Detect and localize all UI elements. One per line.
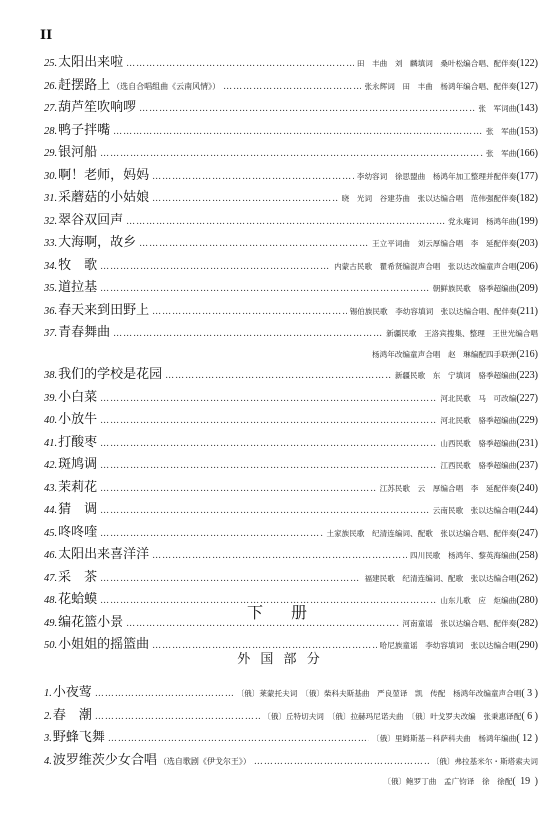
entry-title: 猜 调 — [58, 502, 98, 517]
entry-page: (240) — [516, 482, 538, 494]
entry-number: 39. — [44, 392, 58, 404]
leader-dots — [100, 433, 437, 456]
entry-number: 37. — [44, 328, 58, 339]
entry-credit: 新疆民歌 王洛宾搜集、整理 王世光编合唱 — [386, 329, 538, 338]
entry-page: (209) — [516, 283, 538, 294]
toc-entry[interactable] — [44, 364, 538, 387]
leader-dots — [95, 683, 234, 706]
entry-title: 采 茶 — [58, 569, 98, 585]
entry-title: 牧 歌 — [58, 257, 98, 273]
entry-page: (206) — [516, 260, 538, 272]
entry-page: (282) — [516, 617, 538, 629]
entry-number: 41. — [44, 437, 58, 449]
toc-entry[interactable] — [44, 277, 538, 300]
entry-number: 35. — [44, 283, 58, 294]
leader-dots — [126, 211, 445, 234]
toc-entry[interactable] — [44, 477, 538, 500]
entry-page: (280) — [516, 595, 538, 606]
leader-dots — [100, 523, 323, 546]
toc-entry[interactable] — [44, 75, 538, 98]
leader-dots — [126, 53, 354, 76]
entry-title: 春天来到田野上 — [58, 302, 150, 318]
leader-dots — [108, 728, 369, 751]
entry-page: (143) — [516, 103, 538, 114]
entry-credit: 河南童谣 张以达编合唱、配伴奏 — [402, 618, 517, 628]
entry-page: (182) — [516, 193, 538, 204]
entry-number: 47. — [44, 572, 58, 584]
toc-entry[interactable] — [44, 120, 538, 143]
entry-title: 打酸枣 — [58, 434, 98, 450]
entry-title: 太阳出来啦 — [58, 55, 124, 70]
entry-page: (223) — [516, 370, 538, 381]
entry-title: 葫芦笙吹响啰 — [58, 100, 137, 115]
entry-page: (177) — [516, 170, 538, 182]
leader-dots — [223, 76, 361, 99]
entry-subtitle: （选自合唱组曲《云南风情》） — [112, 81, 221, 91]
entry-title: 采蘑菇的小姑娘 — [58, 190, 150, 205]
entry-page: (244) — [516, 505, 538, 516]
toc-entry[interactable] — [44, 52, 538, 75]
entry-title: 小姐姐的摇篮曲 — [58, 637, 150, 652]
leader-dots — [100, 455, 437, 478]
entry-credit: 〔俄〕里姆斯基－科萨科夫曲 杨鸿年编曲 — [372, 734, 517, 743]
entry-number: 28. — [44, 125, 58, 137]
entry-credit-line2 — [44, 773, 538, 791]
toc-entry[interactable] — [44, 522, 538, 545]
entry-page: (203) — [516, 238, 538, 249]
leader-dots — [113, 121, 483, 144]
toc-entry[interactable] — [44, 750, 538, 794]
entry-page: (153) — [516, 125, 538, 137]
toc-entry[interactable] — [44, 232, 538, 255]
entry-number: 25. — [44, 58, 58, 69]
entry-page: (258) — [516, 550, 538, 561]
entry-credit: 党永庵词 杨鸿年曲 — [447, 216, 517, 226]
toc-entry[interactable] — [44, 727, 538, 750]
entry-subtitle: （选自歌剧《伊戈尔王》） — [158, 756, 251, 766]
entry-title: 小白菜 — [58, 389, 98, 405]
leader-dots — [100, 143, 483, 166]
entry-title: 编花篮小景 — [58, 614, 124, 630]
entry-title: 波罗维茨少女合唱 — [52, 752, 157, 768]
toc-entry[interactable] — [44, 567, 538, 590]
entry-page: (229) — [516, 415, 538, 426]
leader-dots — [100, 568, 361, 591]
leader-dots — [100, 478, 377, 501]
entry-number: 30. — [44, 170, 58, 182]
entry-page: ( 19 ) — [512, 776, 538, 787]
toc-entry[interactable] — [44, 454, 538, 477]
entry-number: 44. — [44, 505, 58, 516]
entry-credit: 山西民歌 骆季超编曲 — [440, 438, 517, 448]
entry-number: 48. — [44, 595, 58, 606]
entry-page: ( 3 ) — [521, 688, 538, 699]
toc-entry[interactable] — [44, 409, 538, 432]
toc-entry[interactable] — [44, 300, 538, 323]
leader-dots — [95, 706, 260, 729]
leader-dots — [254, 751, 429, 774]
entry-page: (127) — [516, 80, 538, 92]
entry-title: 翠谷双回声 — [58, 212, 124, 228]
entry-title: 小放牛 — [58, 412, 98, 427]
page-number: II — [40, 28, 53, 43]
entry-credit: 新疆民歌 东 宁填词 骆季超编曲 — [394, 371, 517, 380]
entry-title: 花蛤蟆 — [58, 592, 98, 607]
entry-number: 40. — [44, 415, 58, 426]
entry-credit: 江苏民歌 云 厚编合唱 李 延配伴奏 — [379, 483, 517, 493]
entry-title: 小夜莺 — [52, 685, 92, 700]
entry-credit: 江西民歌 骆季超编曲 — [440, 461, 517, 470]
entry-credit: 四川民歌 杨鸿年、黎英海编曲 — [410, 551, 517, 560]
toc-entry[interactable] — [44, 544, 538, 567]
entry-credit: 山东儿歌 应 炬编曲 — [440, 596, 517, 605]
entry-page: (199) — [516, 215, 538, 227]
entry-number: 1. — [44, 688, 52, 699]
entry-credit: 晓 光词 谷建芬曲 张以达编合唱 范伟强配伴奏 — [341, 194, 517, 203]
volume-title: 下 册 — [246, 603, 313, 622]
toc-entry[interactable] — [44, 705, 538, 728]
section-title: 外 国 部 分 — [237, 652, 323, 667]
entry-title: 赶摆路上 — [58, 77, 111, 93]
entry-page: (231) — [516, 437, 538, 449]
entry-credit-line2 — [44, 346, 538, 364]
toc-entry[interactable] — [44, 387, 538, 410]
entry-title: 道拉基 — [58, 280, 98, 295]
entry-number: 36. — [44, 305, 58, 317]
toc-entry[interactable] — [44, 97, 538, 120]
toc-entry[interactable] — [44, 210, 538, 233]
entry-credit: 福建民歌 纪清连编词、配歌 张以达编合唱 — [364, 573, 517, 583]
entry-credit: 李幼容词 徐思盟曲 杨鸿年加工整理并配伴奏 — [356, 171, 517, 181]
leader-dots — [100, 410, 437, 433]
toc-entry[interactable] — [44, 187, 538, 210]
leader-dots — [100, 388, 437, 411]
leader-dots — [152, 545, 407, 568]
entry-page: ( 6 ) — [521, 710, 538, 722]
entry-credit: 张 军词曲 — [478, 104, 517, 113]
entry-title: 春 潮 — [52, 707, 92, 723]
entry-page: (227) — [516, 392, 538, 404]
entry-number: 29. — [44, 148, 58, 159]
entry-credit: 朝鲜族民歌 骆季超编曲 — [432, 284, 517, 293]
entry-number: 42. — [44, 460, 58, 471]
leader-dots — [139, 233, 369, 256]
entry-number: 33. — [44, 238, 58, 249]
entry-credit: 河北民歌 马 可改编 — [440, 393, 517, 403]
entry-title: 咚咚喹 — [58, 524, 98, 540]
leader-dots — [100, 500, 430, 523]
toc-entry[interactable] — [44, 322, 538, 364]
entry-title: 啊！老师，妈妈 — [58, 167, 150, 183]
toc-entry[interactable] — [44, 165, 538, 188]
toc-entry[interactable] — [44, 142, 538, 165]
entry-credit-extra: 〔俄〕鲍罗丁曲 孟广钧译 徐 徐配 — [383, 777, 513, 786]
entry-credit: 王立平词曲 刘云厚编合唱 李 延配伴奏 — [372, 239, 517, 248]
entry-page: (247) — [516, 527, 538, 539]
entry-credit: 〔俄〕莱蒙托夫词 〔俄〕柴科夫斯基曲 严良堃译 凯 传配 杨鸿年改编童声合唱 — [236, 689, 522, 698]
entry-credit: 内蒙古民歌 瞿希贤编混声合唱 张以达改编童声合唱 — [334, 261, 517, 271]
toc-entry[interactable] — [44, 432, 538, 455]
table-of-contents — [44, 52, 538, 657]
entry-number: 27. — [44, 103, 58, 114]
entry-number: 43. — [44, 482, 58, 494]
entry-number: 49. — [44, 617, 58, 629]
entry-credit: 土家族民歌 纪清连编词、配歌 张以达编合唱、配伴奏 — [326, 528, 517, 538]
entry-title: 我们的学校是花园 — [58, 367, 163, 382]
entry-number: 2. — [44, 710, 52, 722]
entry-page: (262) — [516, 572, 538, 584]
entry-credit: 张 军曲 — [485, 149, 517, 158]
entry-credit-extra: 杨鸿年改编童声合唱 赵 琳编配四手联弹 — [372, 349, 517, 359]
entry-number: 34. — [44, 260, 58, 272]
entry-credit: 张 军曲 — [485, 126, 517, 136]
toc-entry[interactable] — [44, 682, 538, 705]
entry-number: 45. — [44, 527, 58, 539]
foreign-table-of-contents — [44, 682, 538, 794]
entry-number: 38. — [44, 370, 58, 381]
entry-page: (290) — [516, 640, 538, 651]
leader-dots — [100, 278, 430, 301]
entry-number: 50. — [44, 640, 58, 651]
entry-page: (122) — [516, 58, 538, 69]
leader-dots — [165, 365, 392, 388]
entry-title: 青春舞曲 — [58, 325, 111, 340]
leader-dots — [139, 98, 475, 121]
entry-number: 3. — [44, 733, 52, 744]
leader-dots — [152, 301, 347, 324]
entry-page: (216) — [516, 348, 538, 360]
entry-title: 太阳出来喜洋洋 — [58, 547, 150, 562]
leader-dots — [152, 188, 339, 211]
entry-number: 4. — [44, 755, 52, 767]
entry-number: 32. — [44, 215, 58, 227]
entry-credit: 张永辉词 田 丰曲 杨鸿年编合唱、配伴奏 — [364, 81, 517, 91]
leader-dots — [100, 256, 331, 279]
entry-credit: 哈尼族童谣 李幼容填词 张以达编合唱 — [379, 641, 517, 650]
entry-credit: 〔俄〕弗拉基米尔・斯塔索夫词 — [431, 756, 538, 766]
leader-dots — [113, 323, 383, 346]
entry-page: (166) — [516, 148, 538, 159]
entry-credit: 云南民歌 张以达编合唱 — [432, 506, 517, 515]
entry-title: 大海啊，故乡 — [58, 235, 137, 250]
entry-credit: 河北民歌 骆季超编曲 — [440, 416, 517, 425]
entry-page: (211) — [516, 305, 538, 317]
entry-page: ( 12 ) — [516, 733, 538, 744]
entry-title: 银河船 — [58, 145, 98, 160]
entry-title: 茉莉花 — [58, 479, 98, 495]
toc-entry[interactable] — [44, 499, 538, 522]
toc-entry[interactable] — [44, 255, 538, 278]
entry-page: (237) — [516, 460, 538, 471]
leader-dots — [152, 166, 354, 189]
entry-title: 野蜂飞舞 — [52, 730, 105, 745]
entry-title: 鸭子拌嘴 — [58, 122, 111, 138]
entry-credit: 锡伯族民歌 李幼容填词 张以达编合唱、配伴奏 — [349, 306, 517, 316]
entry-title: 斑鸠调 — [58, 457, 98, 472]
entry-number: 46. — [44, 550, 58, 561]
entry-credit: 〔俄〕丘特切夫词 〔俄〕拉赫玛尼诺夫曲 〔俄〕叶戈罗夫改编 张秉惠译配 — [263, 711, 522, 721]
entry-number: 31. — [44, 193, 58, 204]
entry-credit: 田 丰曲 刘 麟填词 桑叶松编合唱、配伴奏 — [356, 59, 517, 68]
entry-number: 26. — [44, 80, 58, 92]
